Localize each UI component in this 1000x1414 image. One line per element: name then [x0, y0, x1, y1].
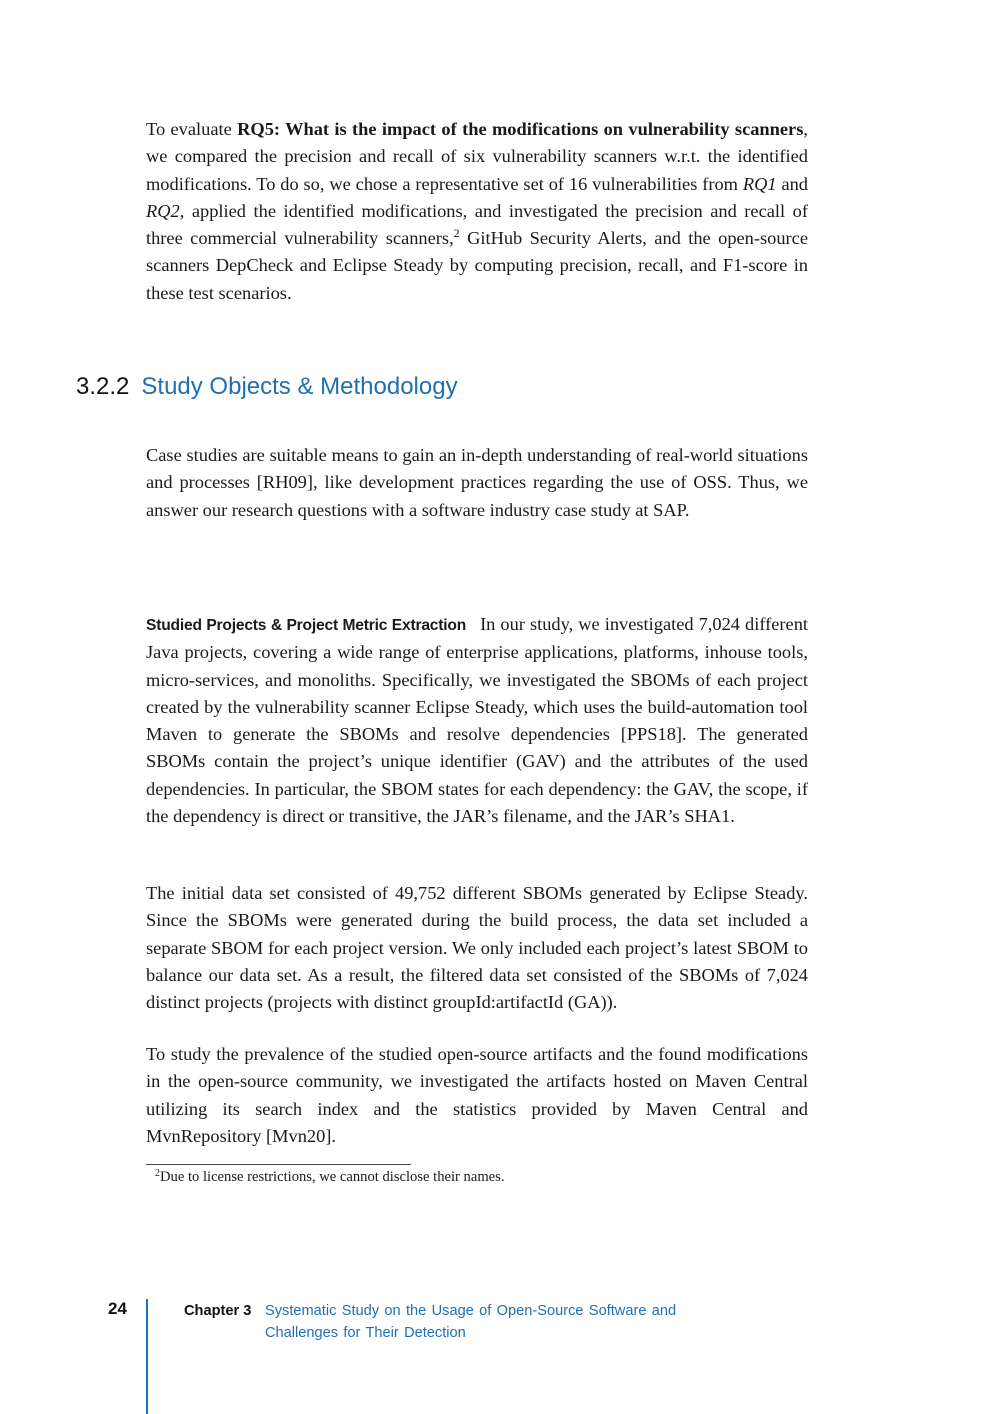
studied-projects-paragraph: [146, 611, 808, 830]
section-number: 3.2.2: [76, 373, 130, 400]
intro-text-4: GitHub Security Alerts, and the open-source scanners DepCheck and Eclipse Steady by computing precision, recall, and F1-score in these test scenarios.: [146, 228, 808, 303]
intro-text-1: , we compared the precision and recall of six vulnerability scanners w.r.t. the identified modifications. To do so, we chose a representative set of 16 vulnerabilities from: [146, 119, 808, 194]
rq5-question: RQ5: What is the impact of the modifications on vulnerability scanners: [237, 119, 804, 139]
run-in-heading: Studied Projects & Project Metric Extraction: [146, 617, 467, 634]
footnote-divider: [146, 1164, 411, 1165]
footer-divider: [146, 1299, 148, 1414]
rq2-reference: RQ2: [146, 200, 180, 221]
footnote-marker: 2: [155, 1168, 160, 1179]
footnote-reference[interactable]: 2: [453, 226, 460, 241]
footnote-text: Due to license restrictions, we cannot disclose their names.: [160, 1169, 505, 1185]
chapter-label: Chapter 3: [184, 1303, 252, 1319]
footnote: [155, 1166, 504, 1188]
initial-data-paragraph: The initial data set consisted of 49,752 different SBOMs generated by Eclipse Steady. Since the SBOMs were generated during the build process, the data set included a separate SBOM for each project version. We only included each project’s latest SBOM to balance our data set. As a result, the filtered data set consisted of the SBOMs of 7,024 distinct projects (projects with distinct groupId:artifactId (GA)).: [146, 883, 808, 1013]
intro-lead: To evaluate: [146, 119, 238, 139]
intro-paragraph: [146, 116, 808, 307]
chapter-title: Systematic Study on the Usage of Open-Source Software and Challenges for Their Detection: [265, 1303, 677, 1341]
studied-projects-text: In our study, we investigated 7,024 different Java projects, covering a wide range of enterprise applications, platforms, inhouse tools, micro-services, and monoliths. Specifically, we investigated the SBOMs of each project created by the vulnerability scanner Eclipse Steady, which uses the build-automation tool Maven to generate the SBOMs and resolve dependencies [PPS18]. The generated SBOMs contain the project’s unique identifier (GAV) and the attributes of the used dependencies. In particular, the SBOM states for each dependency: the GAV, the scope, if the dependency is direct or transitive, the JAR’s filename, and the JAR’s SHA1.: [146, 614, 808, 827]
case-studies-paragraph: Case studies are suitable means to gain an in-depth understanding of real-world situations and processes [RH09], like development practices regarding the use of OSS. Thus, we answer our research questions with a software industry case study at SAP.: [146, 445, 808, 520]
page-number: 24: [108, 1299, 127, 1318]
prevalence-paragraph: To study the prevalence of the studied open-source artifacts and the found modifications in the open-source community, we investigated the artifacts hosted on Maven Central utilizing its search index and the statistics provided by Maven Central and MvnRepository [Mvn20].: [146, 1044, 808, 1146]
intro-text-2: and: [776, 173, 808, 194]
section-heading: [76, 372, 458, 402]
section-title: Study Objects & Methodology: [141, 373, 458, 400]
rq1-reference: RQ1: [742, 173, 777, 194]
intro-text-3: , applied the identified modifications, and investigated the precision and recall of three commercial vulnerability scanners,: [146, 200, 808, 249]
